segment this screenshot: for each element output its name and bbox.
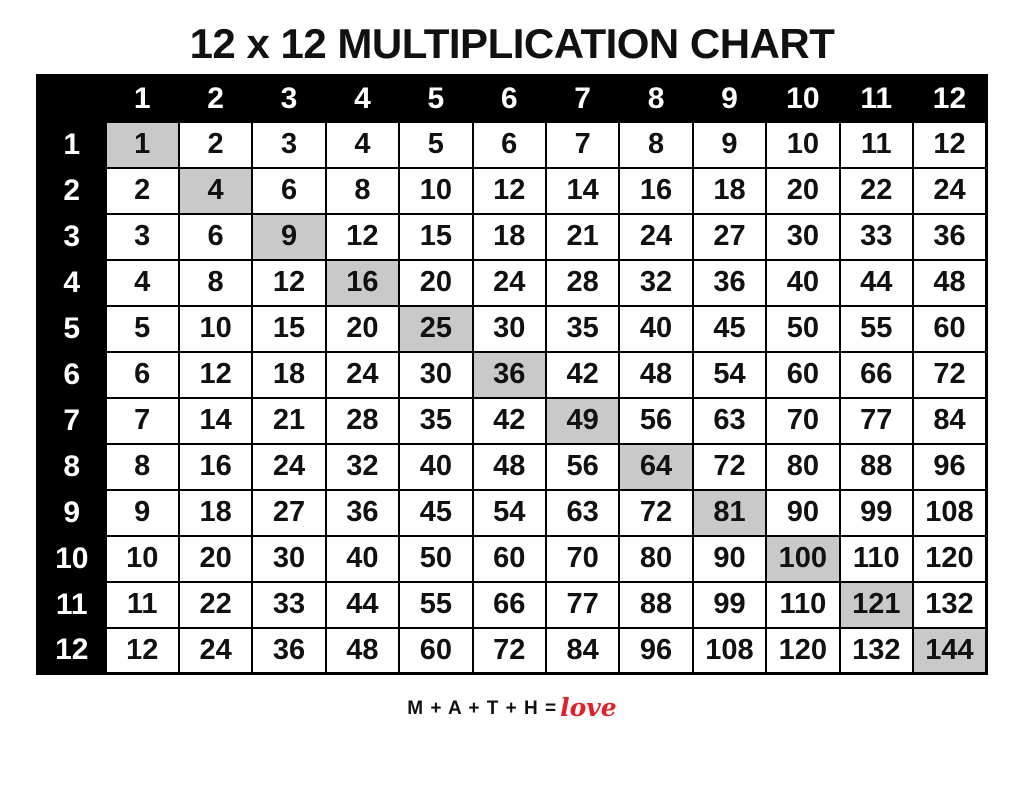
cell-1-5: 5 [399, 122, 472, 168]
column-header-5: 5 [399, 76, 472, 122]
cell-11-2: 22 [179, 582, 252, 628]
row-header-8: 8 [38, 444, 106, 490]
cell-9-8: 72 [619, 490, 692, 536]
row-header-2: 2 [38, 168, 106, 214]
cell-12-12: 144 [913, 628, 987, 674]
row-header-11: 11 [38, 582, 106, 628]
cell-7-4: 28 [326, 398, 399, 444]
cell-12-1: 12 [106, 628, 179, 674]
cell-5-1: 5 [106, 306, 179, 352]
cell-12-10: 120 [766, 628, 839, 674]
cell-12-3: 36 [252, 628, 325, 674]
row-header-12: 12 [38, 628, 106, 674]
cell-1-7: 7 [546, 122, 619, 168]
cell-3-8: 24 [619, 214, 692, 260]
cell-2-2: 4 [179, 168, 252, 214]
cell-2-7: 14 [546, 168, 619, 214]
cell-6-6: 36 [473, 352, 546, 398]
cell-1-6: 6 [473, 122, 546, 168]
cell-6-12: 72 [913, 352, 987, 398]
cell-8-12: 96 [913, 444, 987, 490]
column-header-12: 12 [913, 76, 987, 122]
cell-4-7: 28 [546, 260, 619, 306]
row-header-3: 3 [38, 214, 106, 260]
cell-7-3: 21 [252, 398, 325, 444]
cell-11-5: 55 [399, 582, 472, 628]
table-row [38, 352, 987, 398]
cell-5-2: 10 [179, 306, 252, 352]
cell-7-8: 56 [619, 398, 692, 444]
cell-12-11: 132 [840, 628, 913, 674]
row-header-9: 9 [38, 490, 106, 536]
cell-2-5: 10 [399, 168, 472, 214]
cell-11-6: 66 [473, 582, 546, 628]
cell-9-10: 90 [766, 490, 839, 536]
cell-1-8: 8 [619, 122, 692, 168]
cell-3-2: 6 [179, 214, 252, 260]
cell-8-3: 24 [252, 444, 325, 490]
footer-branding [0, 691, 1024, 723]
cell-5-6: 30 [473, 306, 546, 352]
cell-4-10: 40 [766, 260, 839, 306]
cell-9-7: 63 [546, 490, 619, 536]
table-row [38, 444, 987, 490]
cell-11-12: 132 [913, 582, 987, 628]
cell-7-2: 14 [179, 398, 252, 444]
cell-4-3: 12 [252, 260, 325, 306]
cell-12-5: 60 [399, 628, 472, 674]
cell-10-11: 110 [840, 536, 913, 582]
cell-6-2: 12 [179, 352, 252, 398]
cell-8-6: 48 [473, 444, 546, 490]
table-row [38, 490, 987, 536]
cell-3-10: 30 [766, 214, 839, 260]
cell-8-10: 80 [766, 444, 839, 490]
cell-3-1: 3 [106, 214, 179, 260]
cell-4-11: 44 [840, 260, 913, 306]
cell-5-11: 55 [840, 306, 913, 352]
column-header-2: 2 [179, 76, 252, 122]
table-header-row [38, 76, 987, 122]
cell-9-5: 45 [399, 490, 472, 536]
cell-10-7: 70 [546, 536, 619, 582]
cell-12-4: 48 [326, 628, 399, 674]
table-row [38, 582, 987, 628]
column-header-1: 1 [106, 76, 179, 122]
cell-10-4: 40 [326, 536, 399, 582]
cell-8-2: 16 [179, 444, 252, 490]
cell-1-10: 10 [766, 122, 839, 168]
cell-2-1: 2 [106, 168, 179, 214]
cell-11-4: 44 [326, 582, 399, 628]
cell-5-8: 40 [619, 306, 692, 352]
cell-4-9: 36 [693, 260, 766, 306]
cell-6-1: 6 [106, 352, 179, 398]
cell-7-1: 7 [106, 398, 179, 444]
row-header-6: 6 [38, 352, 106, 398]
table-row [38, 306, 987, 352]
cell-6-10: 60 [766, 352, 839, 398]
table-corner-cell [38, 76, 106, 122]
row-header-5: 5 [38, 306, 106, 352]
cell-8-11: 88 [840, 444, 913, 490]
cell-10-2: 20 [179, 536, 252, 582]
cell-4-1: 4 [106, 260, 179, 306]
cell-7-9: 63 [693, 398, 766, 444]
chart-container [36, 74, 988, 675]
row-header-1: 1 [38, 122, 106, 168]
cell-9-4: 36 [326, 490, 399, 536]
cell-11-11: 121 [840, 582, 913, 628]
cell-6-8: 48 [619, 352, 692, 398]
cell-2-3: 6 [252, 168, 325, 214]
footer-equation-text: M + A + T + H = [407, 698, 558, 720]
cell-5-12: 60 [913, 306, 987, 352]
cell-8-7: 56 [546, 444, 619, 490]
column-header-3: 3 [252, 76, 325, 122]
footer-love-script: love [560, 693, 617, 723]
cell-12-6: 72 [473, 628, 546, 674]
cell-7-12: 84 [913, 398, 987, 444]
cell-6-7: 42 [546, 352, 619, 398]
cell-1-9: 9 [693, 122, 766, 168]
cell-1-11: 11 [840, 122, 913, 168]
cell-6-4: 24 [326, 352, 399, 398]
table-row [38, 214, 987, 260]
cell-3-11: 33 [840, 214, 913, 260]
cell-10-9: 90 [693, 536, 766, 582]
cell-4-12: 48 [913, 260, 987, 306]
cell-9-3: 27 [252, 490, 325, 536]
cell-9-12: 108 [913, 490, 987, 536]
cell-2-8: 16 [619, 168, 692, 214]
cell-7-10: 70 [766, 398, 839, 444]
cell-5-3: 15 [252, 306, 325, 352]
cell-4-2: 8 [179, 260, 252, 306]
cell-11-8: 88 [619, 582, 692, 628]
column-header-11: 11 [840, 76, 913, 122]
cell-10-5: 50 [399, 536, 472, 582]
cell-1-2: 2 [179, 122, 252, 168]
cell-7-5: 35 [399, 398, 472, 444]
cell-10-10: 100 [766, 536, 839, 582]
cell-9-11: 99 [840, 490, 913, 536]
cell-7-7: 49 [546, 398, 619, 444]
cell-10-1: 10 [106, 536, 179, 582]
cell-1-4: 4 [326, 122, 399, 168]
cell-3-5: 15 [399, 214, 472, 260]
row-header-7: 7 [38, 398, 106, 444]
cell-4-4: 16 [326, 260, 399, 306]
cell-3-9: 27 [693, 214, 766, 260]
cell-10-6: 60 [473, 536, 546, 582]
cell-8-4: 32 [326, 444, 399, 490]
column-header-4: 4 [326, 76, 399, 122]
cell-12-9: 108 [693, 628, 766, 674]
cell-7-6: 42 [473, 398, 546, 444]
column-header-7: 7 [546, 76, 619, 122]
cell-12-2: 24 [179, 628, 252, 674]
cell-6-5: 30 [399, 352, 472, 398]
column-header-8: 8 [619, 76, 692, 122]
row-header-10: 10 [38, 536, 106, 582]
cell-8-5: 40 [399, 444, 472, 490]
cell-11-3: 33 [252, 582, 325, 628]
cell-4-6: 24 [473, 260, 546, 306]
cell-4-8: 32 [619, 260, 692, 306]
column-header-6: 6 [473, 76, 546, 122]
table-row [38, 628, 987, 674]
table-row [38, 122, 987, 168]
cell-2-9: 18 [693, 168, 766, 214]
cell-9-2: 18 [179, 490, 252, 536]
cell-3-3: 9 [252, 214, 325, 260]
multiplication-table [36, 74, 988, 675]
cell-2-6: 12 [473, 168, 546, 214]
cell-11-7: 77 [546, 582, 619, 628]
cell-2-4: 8 [326, 168, 399, 214]
cell-11-9: 99 [693, 582, 766, 628]
cell-9-6: 54 [473, 490, 546, 536]
table-row [38, 398, 987, 444]
cell-3-7: 21 [546, 214, 619, 260]
cell-8-8: 64 [619, 444, 692, 490]
cell-11-1: 11 [106, 582, 179, 628]
cell-5-9: 45 [693, 306, 766, 352]
table-row [38, 536, 987, 582]
cell-5-10: 50 [766, 306, 839, 352]
cell-6-11: 66 [840, 352, 913, 398]
cell-5-4: 20 [326, 306, 399, 352]
table-row [38, 168, 987, 214]
cell-12-8: 96 [619, 628, 692, 674]
cell-1-3: 3 [252, 122, 325, 168]
cell-2-10: 20 [766, 168, 839, 214]
cell-5-5: 25 [399, 306, 472, 352]
cell-3-4: 12 [326, 214, 399, 260]
cell-10-8: 80 [619, 536, 692, 582]
cell-9-1: 9 [106, 490, 179, 536]
cell-5-7: 35 [546, 306, 619, 352]
page-title: 12 x 12 MULTIPLICATION CHART [189, 20, 835, 67]
cell-12-7: 84 [546, 628, 619, 674]
cell-4-5: 20 [399, 260, 472, 306]
column-header-9: 9 [693, 76, 766, 122]
cell-10-3: 30 [252, 536, 325, 582]
cell-3-12: 36 [913, 214, 987, 260]
cell-1-1: 1 [106, 122, 179, 168]
cell-6-9: 54 [693, 352, 766, 398]
table-row [38, 260, 987, 306]
cell-6-3: 18 [252, 352, 325, 398]
cell-2-11: 22 [840, 168, 913, 214]
cell-3-6: 18 [473, 214, 546, 260]
row-header-4: 4 [38, 260, 106, 306]
cell-8-1: 8 [106, 444, 179, 490]
cell-1-12: 12 [913, 122, 987, 168]
cell-10-12: 120 [913, 536, 987, 582]
cell-2-12: 24 [913, 168, 987, 214]
cell-9-9: 81 [693, 490, 766, 536]
column-header-10: 10 [766, 76, 839, 122]
cell-11-10: 110 [766, 582, 839, 628]
cell-7-11: 77 [840, 398, 913, 444]
cell-8-9: 72 [693, 444, 766, 490]
